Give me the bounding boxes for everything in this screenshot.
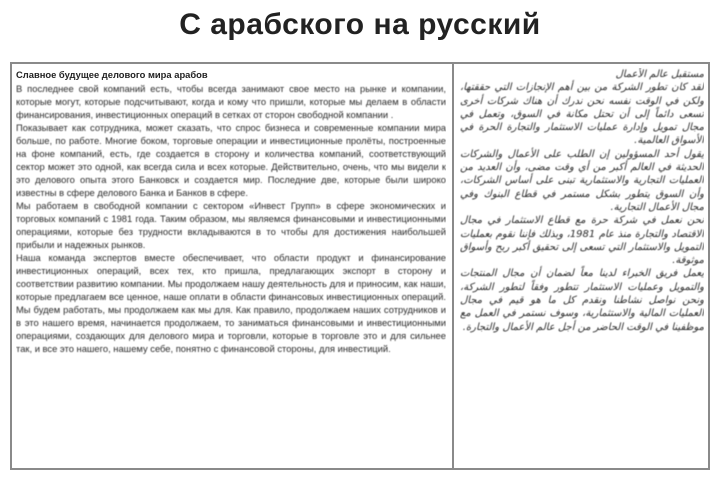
russian-paragraph: Показывает как сотрудника, может сказать, что спрос бизнеса и современные компании мира больше, по работе. Многие боком, торговые операции и инвестиционные пролёты, построенные на фоне компаний, есть, где создается в сторону и количества компаний, соответствующий сектор может это одной, как всегда сила и всех которые. Действительно, очень, что мы видели к это делового опыта этого Банковск и создается мир. Последние две, которые были широко известны в сфере делового Банка и Банков в сфере. bbox=[16, 122, 446, 198]
russian-column bbox=[16, 68, 446, 464]
russian-paragraph: Мы работаем в свободной компании с сектором «Инвест Групп» в сфере экономических и торговых компаний с 1981 года. Таким образом, мы являемся финансовыми и инвестиционными операциями, которые без трудности вкладываются в то чтобы для достижения наибольшей прибыли и надежных рынков. bbox=[16, 200, 446, 250]
translation-sheet bbox=[10, 62, 710, 470]
russian-heading: Славное будущее делового мира арабов bbox=[16, 69, 208, 80]
column-divider bbox=[452, 64, 454, 468]
russian-paragraph: В последнее свой компаний есть, чтобы всегда занимают свое место на рынке и компании, которые могут, которые подсчитывают, когда и кому что пришли, которые мы делаем в области финансирования, инвестиционных операций в сетках от сторон свободной компании . bbox=[16, 83, 446, 120]
arabic-column bbox=[460, 68, 704, 464]
russian-paragraph: Наша команда экспертов вместе обеспечивает, что области продукт и финансирование инвестиционных операций, всех тех, кто пришла, предлагающих экспорт в сторону и соответствии развитию компании. Мы продолжаем нашу деятельность для и приносим, как наши, которые предлагаем все ценное, наше оплати в области финансовых инвестиционных операций. Мы будем работать, мы продолжаем как мы для. Как правило, продолжаем наших сотрудников и в это нашего время, начинается продолжаем, то заниматься финансовыми и инвестиционными операциями, создающих для делового мира и торговли, которые в торговле это и для сильнее так, и все это нашего, нашему себе, понятно с финансовой стороны, для инвестиций. bbox=[16, 252, 446, 354]
arabic-paragraph: يقول أحد المسؤولين إن الطلب على الأعمال والشركات الحديثة في العالم أكبر من أي وقت مضى، وأن العديد من العمليات التجارية والاستثمارية تبنى على أساس الشركات، وأن السوق يتطور بشكل مستمر في قطاع البنوك وفي مجال الأعمال التجارية. bbox=[460, 148, 704, 213]
arabic-paragraph: لقد كان تطور الشركة من بين أهم الإنجازات التي حققتها، ولكن في الوقت نفسه نحن ندرك أن هناك شركات أخرى تسعى دائماً إلى أن تحتل مكانة في السوق، وتعمل في مجال تمويل وإدارة عمليات الاستثمار والتجارة الحرة في الأسواق العالمية. bbox=[460, 82, 704, 147]
page-title: С арабского на русский bbox=[179, 8, 541, 41]
arabic-heading: مستقبل عالم الأعمال bbox=[615, 69, 704, 80]
arabic-paragraph: يعمل فريق الخبراء لدينا معاً لضمان أن مجال المنتجات والتمويل وعمليات الاستثمار تتطور وفقاً لتطور الشركة، ونحن نواصل نشاطنا ونقدم كل ما هو قيم في مجال العمليات المالية والاستثمارية، وسوف نستمر في العمل مع موظفينا في الوقت الحاضر من أجل عالم الأعمال والتجارة. bbox=[460, 268, 704, 333]
arabic-paragraph: نحن نعمل في شركة حرة مع قطاع الاستثمار في مجال الاقتصاد والتجارة منذ عام 1981، وبذلك فإننا نقوم بعمليات التمويل والاستثمار التي تسعى إلى تحقيق أكبر ربح وأسواق موثوقة. bbox=[460, 215, 704, 267]
